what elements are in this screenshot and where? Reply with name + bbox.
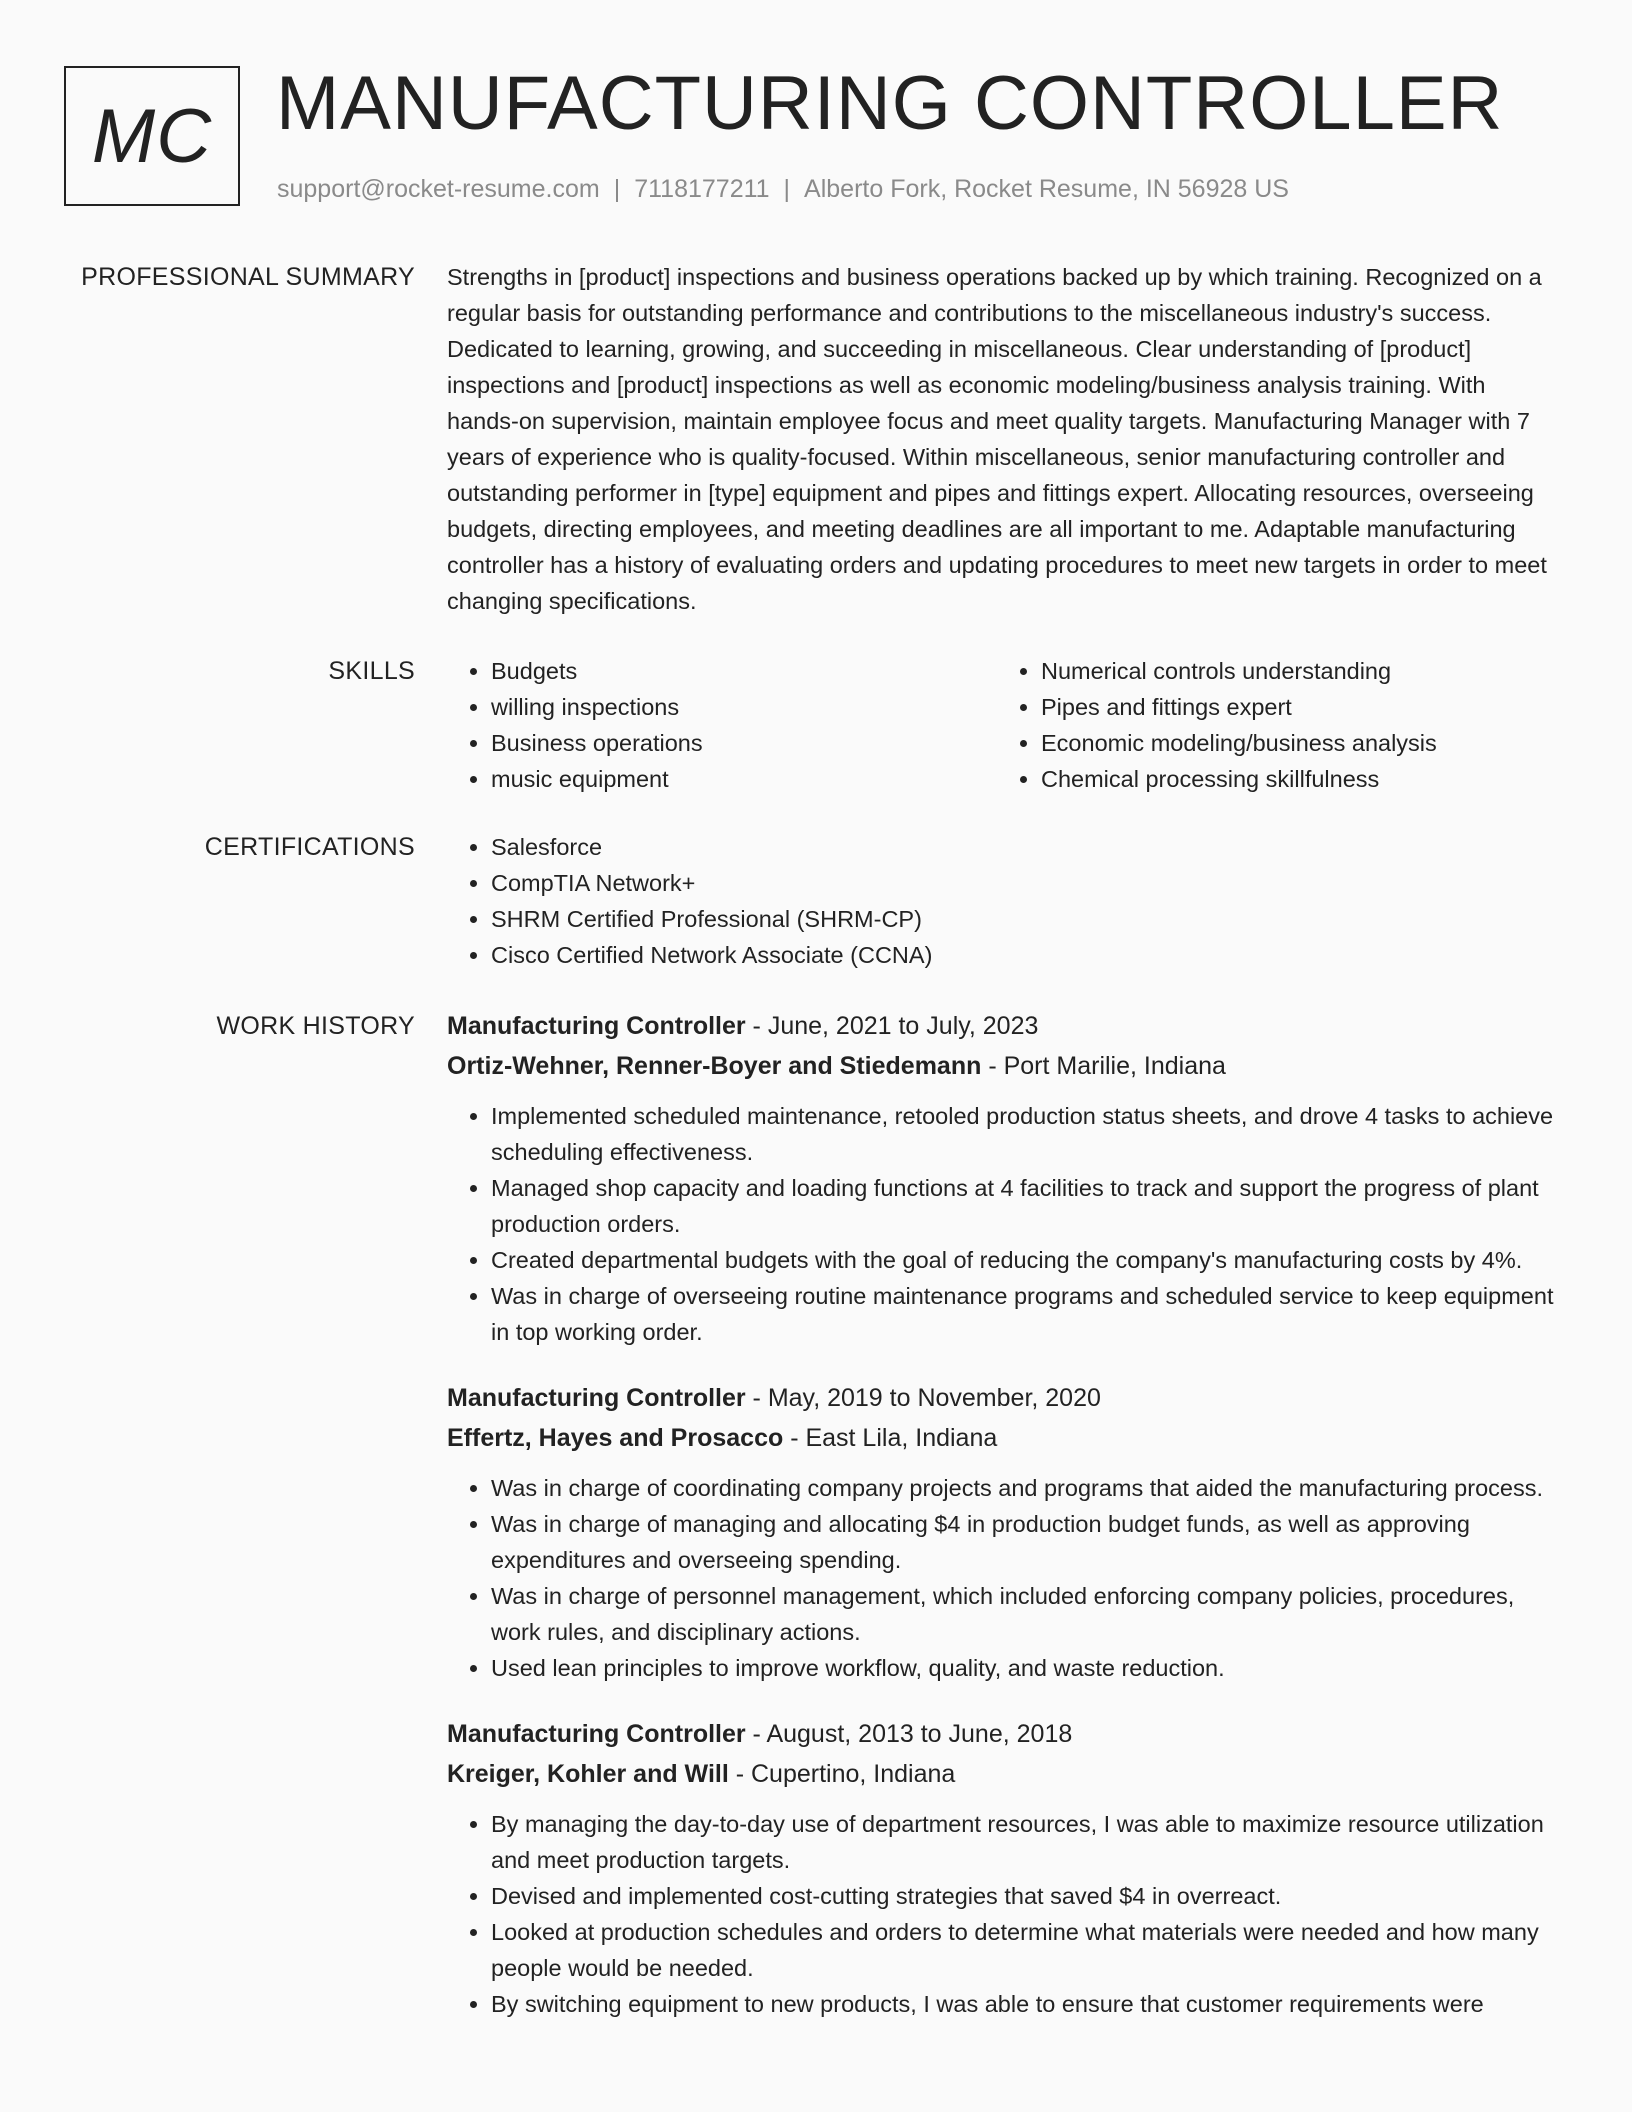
candidate-title: MANUFACTURING CONTROLLER: [276, 61, 1504, 146]
skills-body: [447, 653, 1562, 797]
contact-line: [277, 175, 1289, 204]
work-history-body: [447, 1006, 1562, 2050]
certification-item: • Salesforce: [491, 829, 1562, 865]
certifications-list: [447, 829, 1562, 973]
work-history-heading: WORK HISTORY: [216, 1012, 415, 1040]
job-bullet: • Was in charge of managing and allocating $4 in production budget funds, as well as approving expenditures and overseeing spending.: [491, 1506, 1562, 1578]
job-company-line: [447, 1754, 1562, 1794]
job-location: - East Lila, Indiana: [783, 1424, 998, 1452]
job-company-line: [447, 1046, 1562, 1086]
job-dates: - June, 2021 to July, 2023: [745, 1012, 1039, 1040]
summary-heading: PROFESSIONAL SUMMARY: [81, 263, 415, 291]
skills-list-right: [997, 653, 1547, 797]
job-bullet: • Was in charge of coordinating company projects and programs that aided the manufacturing process.: [491, 1470, 1562, 1506]
job-title: Manufacturing Controller: [447, 1720, 746, 1748]
job-bullets: [447, 1098, 1562, 1350]
job-bullet: • Was in charge of personnel management, which included enforcing company policies, procedures, work rules, and disciplinary actions.: [491, 1578, 1562, 1650]
job-bullet: • Was in charge of overseeing routine maintenance programs and scheduled service to keep equipment in top working order.: [491, 1278, 1562, 1350]
skill-item: • willing inspections: [491, 689, 997, 725]
job-title: Manufacturing Controller: [447, 1012, 746, 1040]
monogram: MC: [64, 66, 240, 206]
job-title-line: [447, 1378, 1562, 1418]
job-location: - Port Marilie, Indiana: [981, 1052, 1226, 1080]
job-bullet: • By managing the day-to-day use of department resources, I was able to maximize resource utilization and meet production targets.: [491, 1806, 1562, 1878]
resume-header: [64, 61, 1568, 214]
contact-email: support@rocket-resume.com: [277, 175, 600, 203]
job-company: Ortiz-Wehner, Renner-Boyer and Stiedemann: [447, 1052, 982, 1080]
job-entry: [447, 1378, 1562, 1686]
job-entry: [447, 1006, 1562, 1350]
job-bullet: • Looked at production schedules and orders to determine what materials were needed and how many people would be needed.: [491, 1914, 1562, 1986]
certifications-body: [447, 829, 1562, 973]
job-bullets: [447, 1806, 1562, 2022]
job-dates: - May, 2019 to November, 2020: [745, 1384, 1101, 1412]
contact-phone: 7118177211: [634, 175, 770, 203]
skill-item: • Budgets: [491, 653, 997, 689]
job-company: Effertz, Hayes and Prosacco: [447, 1424, 784, 1452]
contact-address: Alberto Fork, Rocket Resume, IN 56928 US: [804, 175, 1289, 203]
job-title: Manufacturing Controller: [447, 1384, 746, 1412]
job-dates: - August, 2013 to June, 2018: [745, 1720, 1073, 1748]
job-company: Kreiger, Kohler and Will: [447, 1760, 729, 1788]
summary-body: [447, 259, 1562, 619]
skills-heading: SKILLS: [328, 657, 415, 685]
skill-item: • Numerical controls understanding: [1041, 653, 1547, 689]
skill-item: • Chemical processing skillfulness: [1041, 761, 1547, 797]
job-title-line: [447, 1714, 1562, 1754]
job-bullet: • Managed shop capacity and loading functions at 4 facilities to track and support the progress of plant production orders.: [491, 1170, 1562, 1242]
job-bullet: • Devised and implemented cost-cutting strategies that saved $4 in overreact.: [491, 1878, 1562, 1914]
job-title-line: [447, 1006, 1562, 1046]
certification-item: • CompTIA Network+: [491, 865, 1562, 901]
certification-item: • SHRM Certified Professional (SHRM-CP): [491, 901, 1562, 937]
job-bullet: • Used lean principles to improve workflow, quality, and waste reduction.: [491, 1650, 1562, 1686]
certification-item: • Cisco Certified Network Associate (CCNA): [491, 937, 1562, 973]
job-entry: [447, 1714, 1562, 2022]
job-bullet: • Implemented scheduled maintenance, retooled production status sheets, and drove 4 tasks to achieve scheduling effectiveness.: [491, 1098, 1562, 1170]
job-company-line: [447, 1418, 1562, 1458]
skill-item: • Business operations: [491, 725, 997, 761]
job-bullet: • By switching equipment to new products, I was able to ensure that customer requirements were: [491, 1986, 1562, 2022]
summary-text: Strengths in [product] inspections and business operations backed up by which training. Recognized on a regular basis for outstanding performance and contributions to the miscellaneous industry's success. Dedicated to learning, growing, and succeeding in miscellaneous. Clear understanding of [product] inspections and [product] inspections as well as economic modeling/business analysis training. With hands-on supervision, maintain employee focus and meet quality targets. Manufacturing Manager with 7 years of experience who is quality-focused. Within miscellaneous, senior manufacturing controller and outstanding performer in [type] equipment and pipes and fittings expert. Allocating resources, overseeing budgets, directing employees, and meeting deadlines are all important to me. Adaptable manufacturing controller has a history of evaluating orders and updating procedures to meet new targets in order to meet changing specifications.: [447, 264, 1547, 614]
job-bullet: • Created departmental budgets with the goal of reducing the company's manufacturing costs by 4%.: [491, 1242, 1562, 1278]
skills-list-left: [447, 653, 997, 797]
skill-item: • Economic modeling/business analysis: [1041, 725, 1547, 761]
contact-separator: |: [613, 175, 621, 203]
contact-separator: |: [783, 175, 791, 203]
skill-item: • music equipment: [491, 761, 997, 797]
skill-item: • Pipes and fittings expert: [1041, 689, 1547, 725]
job-bullets: [447, 1470, 1562, 1686]
job-location: - Cupertino, Indiana: [728, 1760, 956, 1788]
certifications-heading: CERTIFICATIONS: [204, 833, 415, 861]
